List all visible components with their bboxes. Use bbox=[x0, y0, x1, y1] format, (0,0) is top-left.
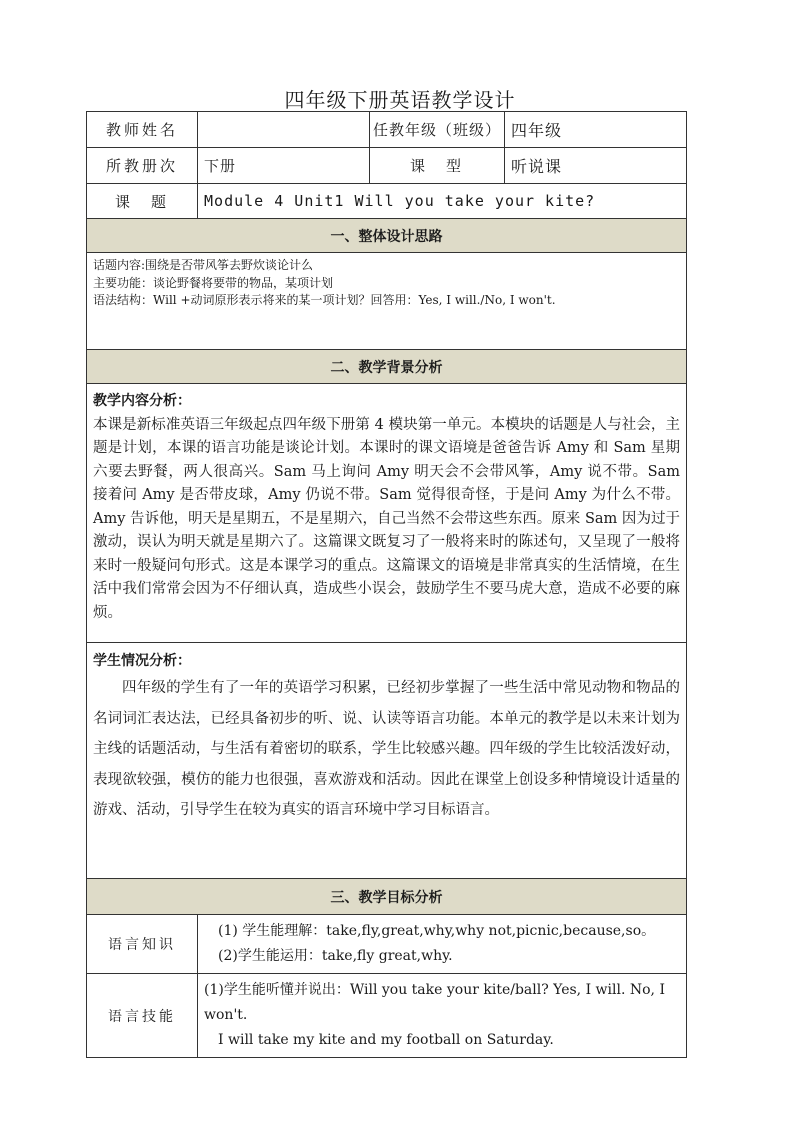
section2-content-row bbox=[87, 384, 687, 643]
section1-header-row bbox=[87, 219, 687, 253]
lesson-plan-table bbox=[86, 111, 687, 1058]
info-row-book bbox=[87, 148, 687, 184]
knowledge-line-2: (2)学生能运用：take,fly great,why. bbox=[218, 948, 453, 964]
section1-body bbox=[87, 253, 687, 350]
section1-line-grammar: 语法结构：Will +动词原形表示将来的某一项计划？回答用：Yes, I will./No, I won't. bbox=[93, 293, 556, 307]
topic-value: Module 4 Unit1 Will you take your kite? bbox=[198, 184, 687, 219]
content-analysis-text: 本课是新标准英语三年级起点四年级下册第 4 模块第一单元。本模块的话题是人与社会，主题是计划，本课的语言功能是谈论计划。本课时的课文语境是爸爸告诉 Amy 和 Sam 星期六要去野餐，两人很高兴。Sam 马上询问 Amy 明天会不会带风筝，Amy 说不带。Sam 接着问 Amy 是否带皮球，Amy 仍说不带。Sam 觉得很奇怪，于是问 Amy 为什么不带。Amy 告诉他，明天是星期五，不是星期六，自己当然不会带这些东西。原来 Sam 因为过于激动，误认为明天就是星期六了。这篇课文既复习了一般将来时的陈述句，又呈现了一般将来时一般疑问句形式。这是本课学习的重点。这篇课文的语境是非常真实的生活情境，在生活中我们常常会因为不仔细认真，造成些小误会，鼓励学生不要马虎大意，造成不必要的麻烦。 bbox=[93, 416, 681, 621]
skill-row bbox=[87, 974, 687, 1058]
info-row-topic bbox=[87, 184, 687, 219]
teacher-value bbox=[198, 112, 370, 148]
grade-label: 任教年级（班级） bbox=[370, 112, 505, 148]
type-value: 听说课 bbox=[505, 148, 687, 184]
section2-heading: 二、教学背景分析 bbox=[87, 350, 687, 384]
topic-label: 课 题 bbox=[87, 184, 198, 219]
book-label: 所教册次 bbox=[87, 148, 198, 184]
section3-heading: 三、教学目标分析 bbox=[87, 879, 687, 915]
section2-header-row bbox=[87, 350, 687, 384]
section1-line-topic: 话题内容:围绕是否带风筝去野炊谈论计么 bbox=[93, 258, 314, 272]
student-analysis-text: 四年级的学生有了一年的英语学习积累，已经初步掌握了一些生活中常见动物和物品的名词词汇表达法，已经具备初步的听、说、认读等语言功能。本单元的教学是以未来计划为主线的话题活动，与生活有着密切的联系，学生比较感兴趣。四年级的学生比较活泼好动，表现欲较强，模仿的能力也很强，喜欢游戏和活动。因此在课堂上创设多种情境设计适量的游戏、活动，引导学生在较为真实的语言环境中学习目标语言。 bbox=[93, 680, 681, 818]
section1-body-row bbox=[87, 253, 687, 350]
student-analysis-heading: 学生情况分析： bbox=[93, 653, 191, 669]
type-label: 课 型 bbox=[370, 148, 505, 184]
knowledge-content bbox=[198, 915, 687, 974]
page-title: 四年级下册英语教学设计 bbox=[284, 88, 516, 112]
skill-label: 语言技能 bbox=[87, 974, 198, 1058]
teacher-label: 教师姓名 bbox=[87, 112, 198, 148]
content-analysis bbox=[87, 384, 687, 643]
skill-line-2: I will take my kite and my football on Saturday. bbox=[218, 1032, 554, 1048]
section2-student-row bbox=[87, 643, 687, 879]
knowledge-row bbox=[87, 915, 687, 974]
skill-line-1: (1)学生能听懂并说出：Will you take your kite/ball? Yes, I will. No, I won't. bbox=[204, 982, 665, 1023]
content-analysis-heading: 教学内容分析： bbox=[93, 393, 191, 409]
knowledge-label: 语言知识 bbox=[87, 915, 198, 974]
grade-value: 四年级 bbox=[505, 112, 687, 148]
book-value: 下册 bbox=[198, 148, 370, 184]
info-row-teacher bbox=[87, 112, 687, 148]
knowledge-line-1: (1) 学生能理解：take,fly,great,why,why not,picnic,because,so。 bbox=[218, 923, 656, 939]
section1-line-function: 主要功能：谈论野餐将要带的物品，某项计划 bbox=[93, 275, 334, 290]
section1-heading: 一、整体设计思路 bbox=[87, 219, 687, 253]
student-analysis bbox=[87, 643, 687, 879]
skill-content bbox=[198, 974, 687, 1058]
section3-header-row bbox=[87, 879, 687, 915]
